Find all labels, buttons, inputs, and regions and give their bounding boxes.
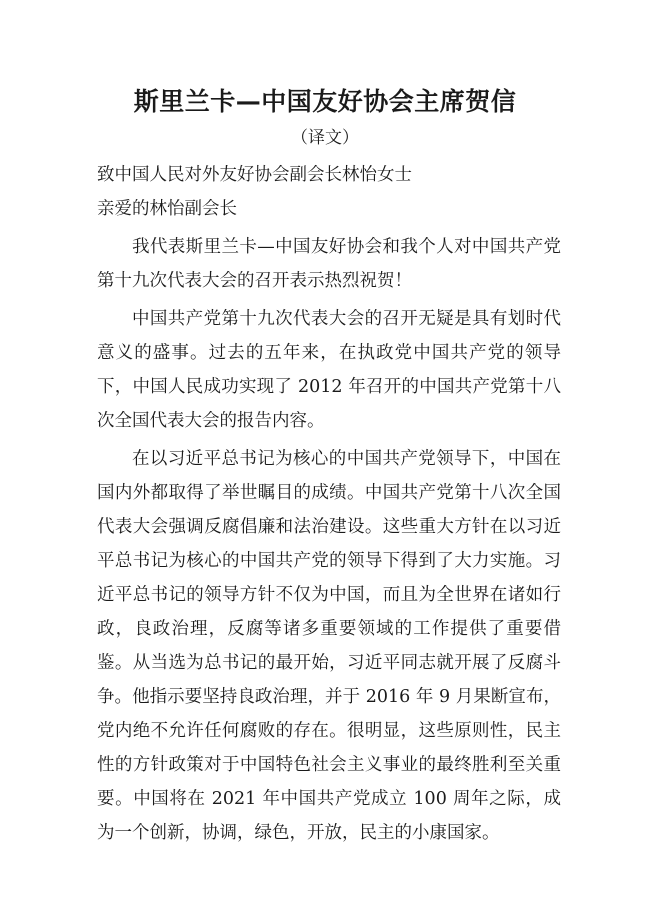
paragraph-congress-significance: 中国共产党第十九次代表大会的召开无疑是具有划时代意义的盛事。过去的五年来，在执政党中国共产党的领导下，中国人民成功实现了 2012 年召开的中国共产党第十八次全国代表大会的报告内容。	[97, 309, 561, 431]
letter-title: 斯里兰卡—中国友好协会主席贺信	[133, 87, 517, 116]
letter-body	[97, 158, 561, 850]
paragraph-congratulations: 我代表斯里兰卡—中国友好协会和我个人对中国共产党第十九次代表大会的召开表示热烈祝贺！	[97, 237, 561, 291]
paragraph-achievements: 在以习近平总书记为核心的中国共产党领导下，中国在国内外都取得了举世瞩目的成绩。中国共产党第十八次全国代表大会强调反腐倡廉和法治建设。这些重大方针在以习近平总书记为核心的中国共产党的领导下得到了大力实施。习近平总书记的领导方针不仅为中国，而且为全世界在诸如行政，良政治理，反腐等诸多重要领域的工作提供了重要借鉴。从当选为总书记的最开始，习近平同志就开展了反腐斗争。他指示要坚持良政治理，并于 2016 年 9 月果断宣布，党内绝不允许任何腐败的存在。很明显，这些原则性，民主性的方针政策对于中国特色社会主义事业的最终胜利至关重要。中国将在 2021 年中国共产党成立 100 周年之际，成为一个创新，协调，绿色，开放，民主的小康国家。	[97, 449, 561, 843]
greeting-line: 亲爱的林怡副会长	[97, 199, 237, 219]
translation-note: （译文）	[291, 128, 359, 148]
recipient-line: 致中国人民对外友好协会副会长林怡女士	[97, 165, 412, 185]
